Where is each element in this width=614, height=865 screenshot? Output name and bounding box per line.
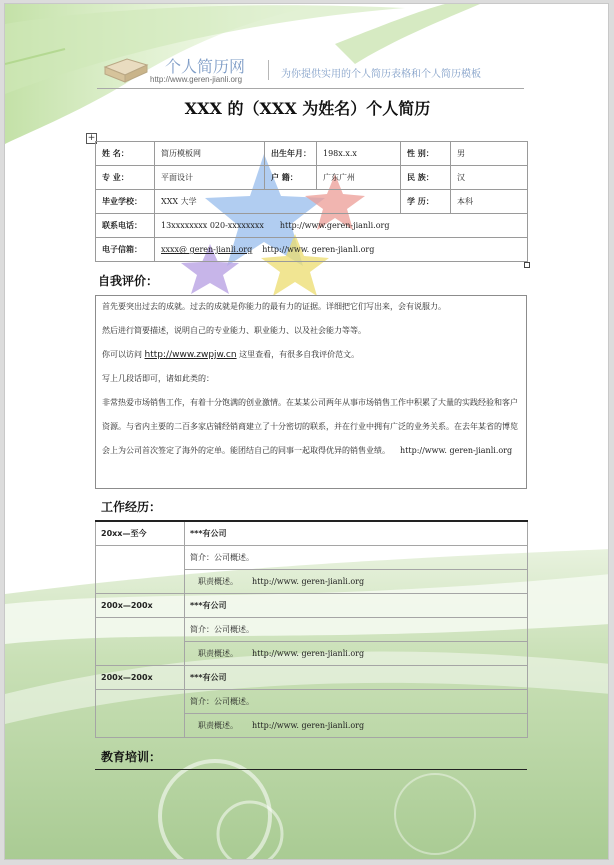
name-label: 姓 名： (96, 142, 155, 166)
info-row (96, 142, 528, 166)
gender-value: 男 (451, 142, 528, 166)
work-url[interactable]: http://www. geren-jianli.org (252, 649, 365, 658)
work-duty-cell (185, 714, 528, 738)
major-value: 平面设计 (155, 166, 265, 190)
school-value: XXX 大学 (155, 190, 401, 214)
work-row-period (96, 666, 528, 690)
work-row-period (96, 521, 528, 546)
info-row (96, 166, 528, 190)
info-row (96, 214, 528, 238)
work-company: ***有公司 (185, 521, 528, 546)
education-heading: 教育培训： (101, 750, 162, 764)
eval-para-5-text: 非常热爱市场销售工作，有着十分饱满的创业激情。在某某公司两年从事市场销售工作中积累了大量的实践经验和客户资源。与省内主要的二百多家店铺经销商建立了十分密切的联系，并在行业中拥有广泛的业务关系。在去年某省的博览会上为公司首次签定了海外的定单。能团结自己的同事一起取得优异的销售业绩。 (102, 398, 518, 455)
work-heading: 工作经历： (101, 500, 162, 514)
ethnic-value: 汉 (451, 166, 528, 190)
site-name[interactable]: 个人简历网 (165, 57, 246, 76)
eval-para-2: 然后进行简要描述，说明自己的专业能力、职业能力、以及社会能力等等。 (102, 326, 366, 335)
birth-value: 198x.x.x (317, 142, 401, 166)
school-label: 毕业学校： (96, 190, 155, 214)
work-url[interactable]: http://www. geren-jianli.org (252, 577, 365, 586)
eval-para-3 (102, 349, 521, 373)
eval-para-5 (102, 391, 521, 463)
book-logo-icon (103, 55, 149, 85)
zwpjw-link[interactable]: http://www.zwpjw.cn (144, 350, 237, 360)
work-duty-cell (185, 570, 528, 594)
work-duty: 职责概述。 (198, 649, 238, 658)
work-row-intro (96, 618, 528, 642)
page-title: XXX 的（XXX 为姓名）个人简历 (184, 99, 431, 118)
self-eval-heading: 自我评价： (98, 274, 159, 288)
email-value[interactable]: xxxx@ geren-jianli.org (161, 245, 253, 254)
info-row (96, 238, 528, 262)
work-company: ***有公司 (185, 594, 528, 618)
table-move-handle-icon[interactable]: + (87, 133, 96, 143)
phone-url[interactable]: http://www.geren-jianli.org (279, 221, 390, 230)
degree-value: 本科 (451, 190, 528, 214)
phone-value: 13xxxxxxxx 020-xxxxxxxx (161, 221, 264, 230)
work-row-intro (96, 546, 528, 570)
birth-label: 出生年月： (265, 142, 317, 166)
site-url[interactable]: http://www.geren-jianli.org (150, 75, 243, 84)
work-company: ***有公司 (185, 666, 528, 690)
phone-cell (155, 214, 528, 238)
gender-label: 性 别： (401, 142, 451, 166)
work-period: 200x—200x (96, 594, 185, 618)
work-empty-cell (96, 546, 185, 594)
info-row (96, 190, 528, 214)
table-resize-handle[interactable] (524, 262, 530, 268)
eval-para-3-pre: 你可以访问 (102, 350, 145, 359)
work-url[interactable]: http://www. geren-jianli.org (252, 721, 365, 730)
eval-para-5-url[interactable]: http://www. geren-jianli.org (400, 446, 513, 455)
name-value: 简历模板网 (155, 142, 265, 166)
work-duty-cell (185, 642, 528, 666)
work-period: 20xx—至今 (96, 521, 185, 546)
work-row-period (96, 594, 528, 618)
eval-para-3-post: 这里查看，有很多自我评价范文。 (236, 350, 360, 359)
degree-label: 学 历： (401, 190, 451, 214)
ethnic-label: 民 族： (401, 166, 451, 190)
education-rule (95, 769, 527, 770)
work-empty-cell (96, 618, 185, 666)
hukou-label: 户 籍： (265, 166, 317, 190)
header-rule (97, 88, 524, 89)
work-period: 200x—200x (96, 666, 185, 690)
work-empty-cell (96, 690, 185, 738)
phone-label: 联系电话： (96, 214, 155, 238)
major-label: 专 业： (96, 166, 155, 190)
email-cell (155, 238, 528, 262)
work-row-intro (96, 690, 528, 714)
site-slogan: 为你提供实用的个人简历表格和个人简历模板 (281, 69, 481, 80)
work-duty: 职责概述。 (198, 577, 238, 586)
email-url[interactable]: http://www. geren-jianli.org (262, 245, 375, 254)
basic-info-table (95, 141, 528, 262)
header-divider (268, 60, 269, 80)
work-duty: 职责概述。 (198, 721, 238, 730)
work-intro: 简介：公司概述。 (185, 618, 528, 642)
top-right-arc (335, 4, 480, 64)
document-page (4, 3, 609, 860)
work-intro: 简介：公司概述。 (185, 546, 528, 570)
work-intro: 简介：公司概述。 (185, 690, 528, 714)
eval-para-4: 写上几段话即可，诸如此类的： (102, 374, 214, 383)
email-label: 电子信箱： (96, 238, 155, 262)
work-table (95, 520, 528, 738)
self-eval-box (95, 295, 527, 489)
eval-para-1: 首先要突出过去的成就。过去的成就是你能力的最有力的证据。详细把它们写出来，会有说服力。 (102, 302, 446, 311)
hukou-value: 广东广州 (317, 166, 401, 190)
